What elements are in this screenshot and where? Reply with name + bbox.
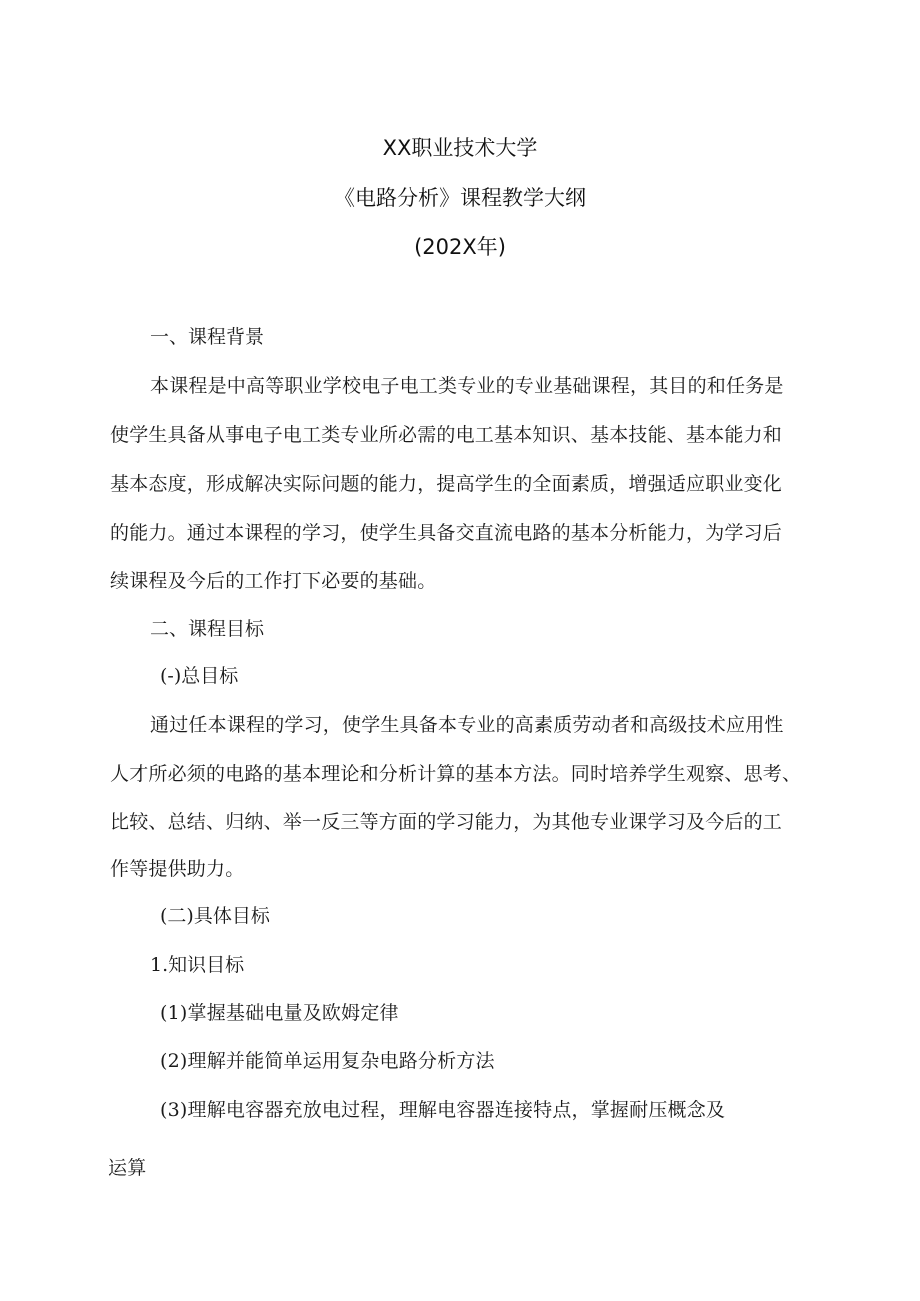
paragraph-line: 作等提供助力。 — [110, 858, 245, 880]
list-item: (3)理解电容器充放电过程，理解电容器连接特点，掌握耐压概念及 — [160, 1099, 726, 1121]
list-item: (2)理解并能简单运用复杂电路分析方法 — [160, 1050, 495, 1072]
paragraph-line: 的能力。通过本课程的学习，使学生具备交直流电路的基本分析能力，为学习后 — [110, 522, 783, 544]
knowledge-objectives-heading: 1.知识目标 — [150, 954, 245, 976]
list-item-continuation: 运算 — [108, 1157, 147, 1179]
year-label: (202X年) — [414, 235, 506, 259]
subheading-general-objective: (-)总目标 — [160, 665, 239, 687]
subheading-specific-objectives: (二)具体目标 — [160, 905, 270, 927]
paragraph-line: 续课程及今后的工作打下必要的基础。 — [110, 570, 437, 592]
paragraph-line: 基本态度，形成解决实际问题的能力，提高学生的全面素质，增强适应职业变化 — [110, 473, 783, 495]
paragraph-line: 人才所必须的电路的基本理论和分析计算的基本方法。同时培养学生观察、思考、 — [110, 763, 802, 785]
paragraph-line: 本课程是中高等职业学校电子电工类专业的专业基础课程，其目的和任务是 — [150, 375, 784, 397]
paragraph-line: 比较、总结、归纳、举一反三等方面的学习能力，为其他专业课学习及今后的工 — [110, 811, 783, 833]
paragraph-line: 使学生具备从事电子电工类专业所必需的电工基本知识、基本技能、基本能力和 — [110, 424, 783, 446]
university-name: XX职业技术大学 — [382, 136, 538, 160]
section-heading-background: 一、课程背景 — [150, 326, 265, 348]
paragraph-line: 通过任本课程的学习，使学生具备本专业的高素质劳动者和高级技术应用性 — [150, 714, 784, 736]
course-title: 《电路分析》课程教学大纲 — [334, 186, 586, 210]
section-heading-objectives: 二、课程目标 — [150, 618, 265, 640]
list-item: (1)掌握基础电量及欧姆定律 — [160, 1002, 399, 1024]
